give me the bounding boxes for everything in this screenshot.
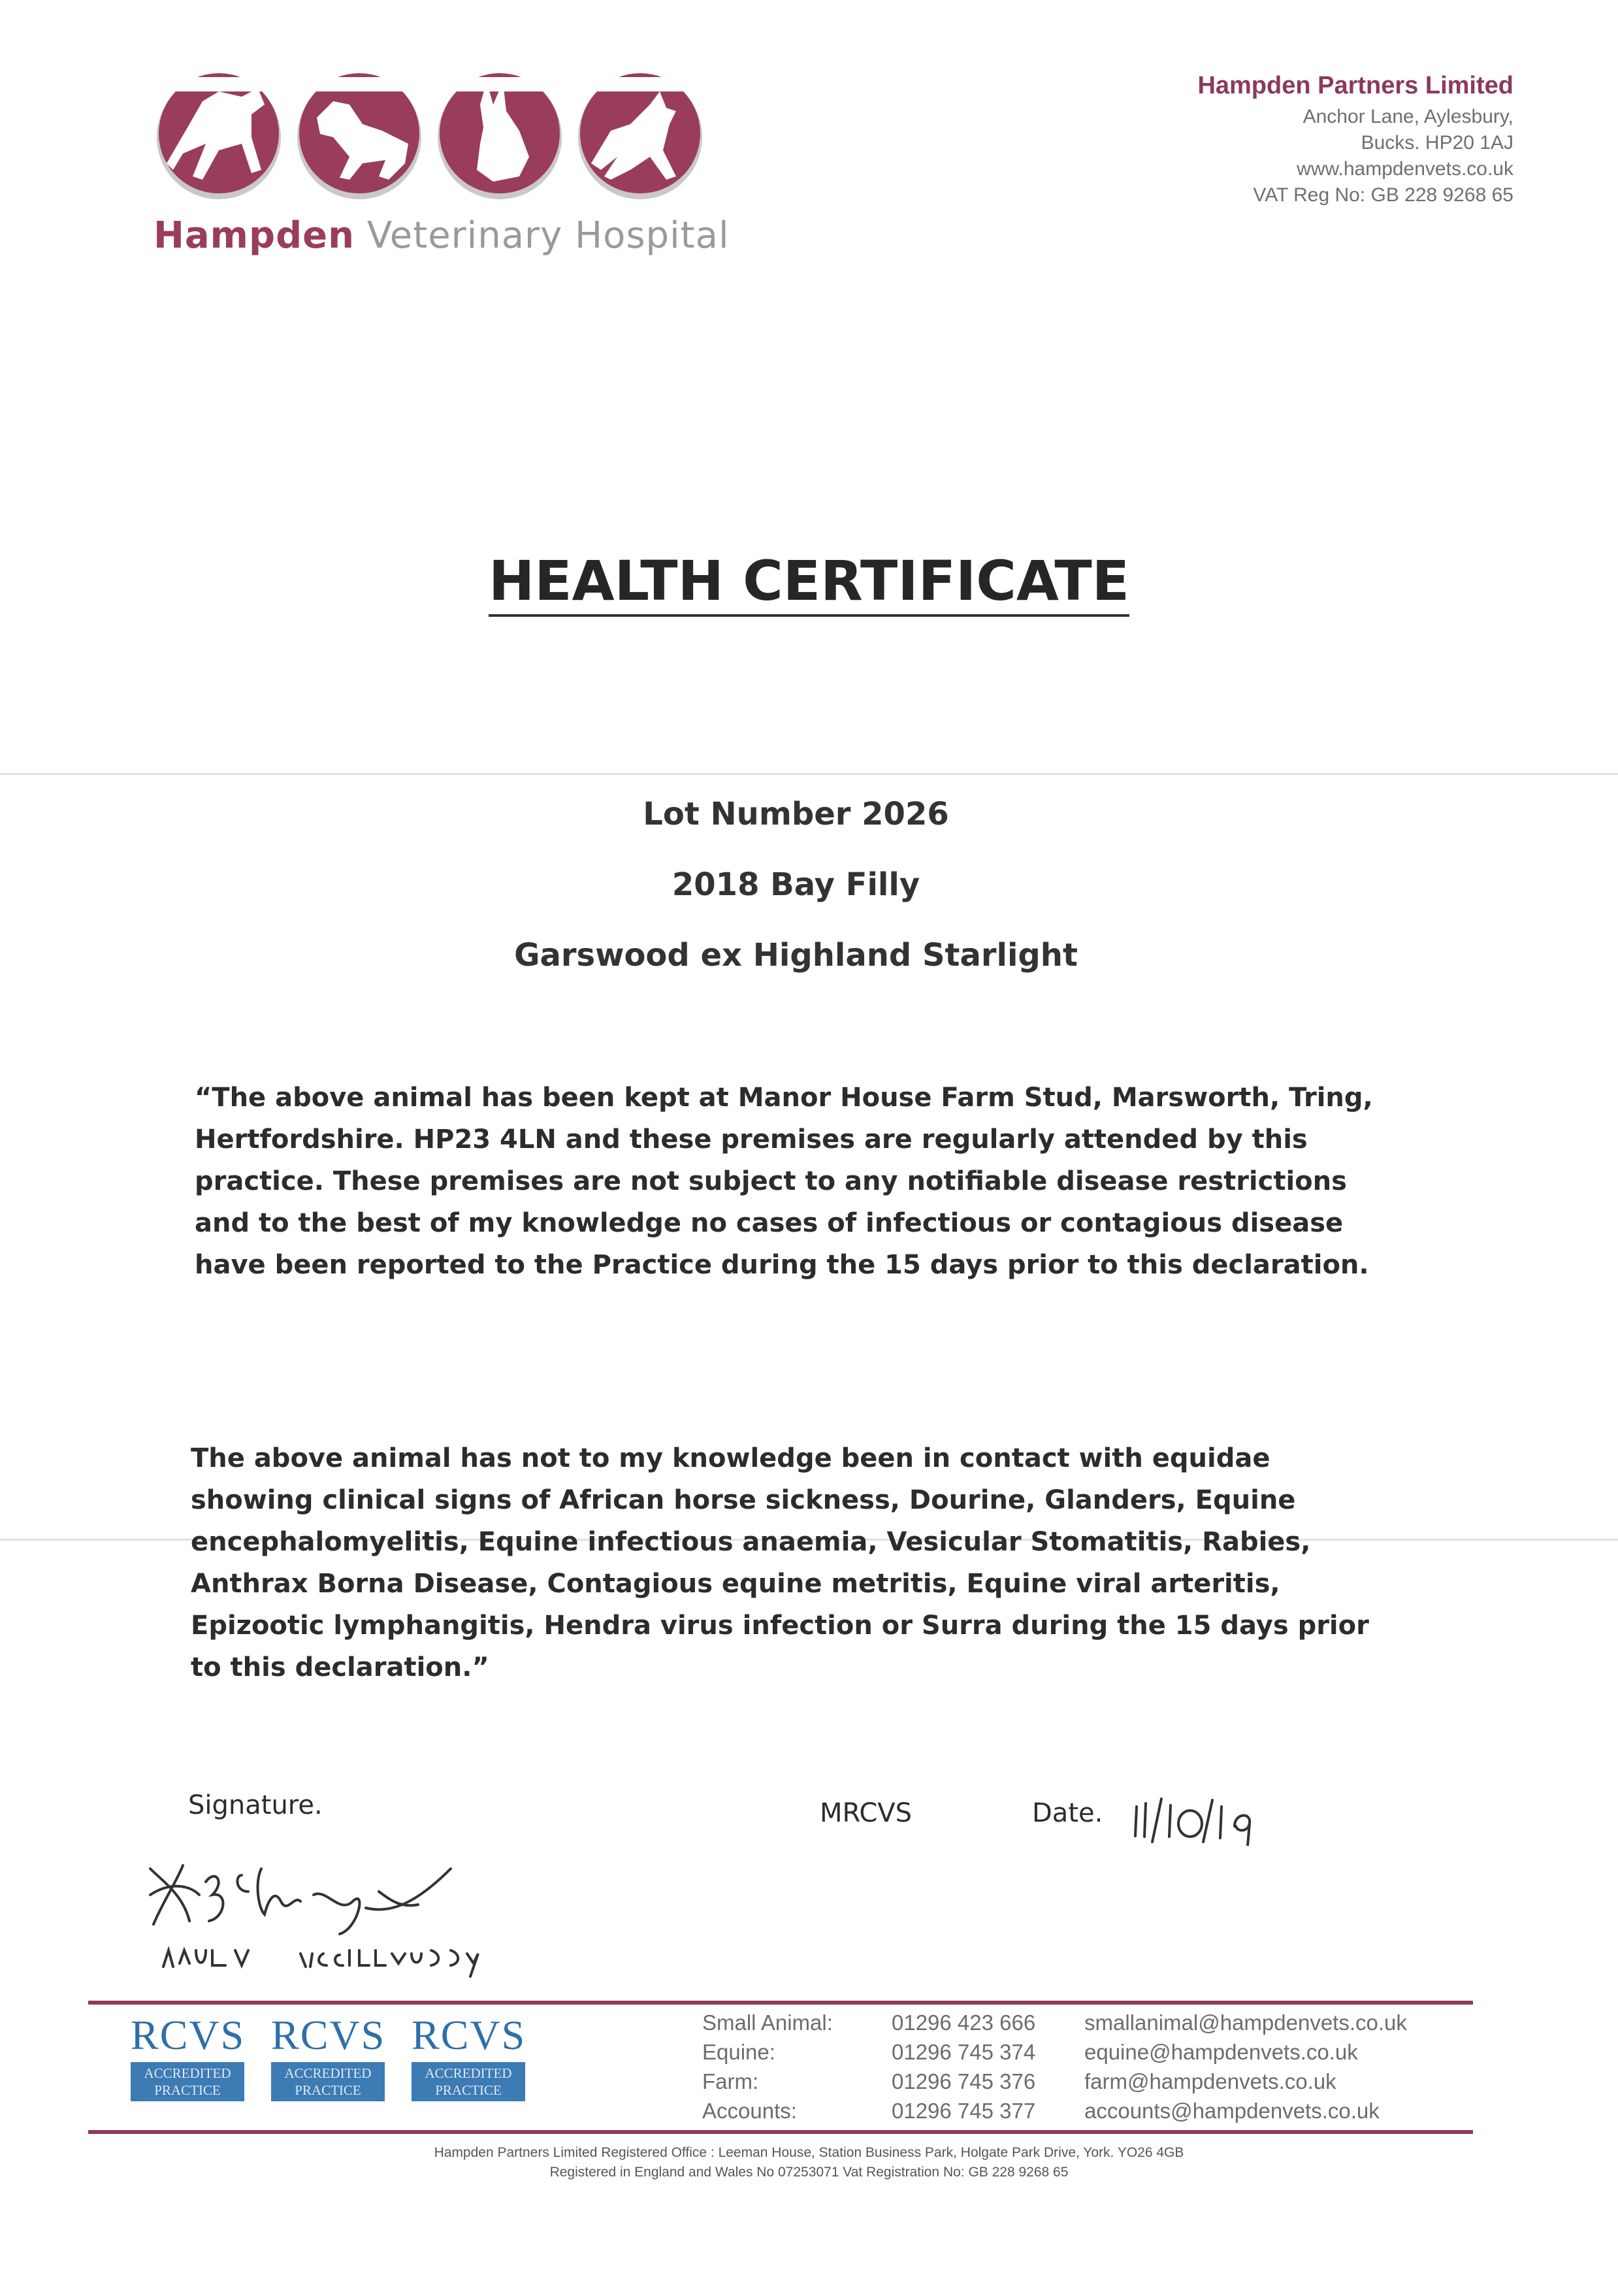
contact-row	[702, 2008, 1407, 2037]
logo-brand-bold: Hampden	[154, 214, 355, 257]
mrcvs-label: MRCVS	[820, 1798, 912, 1828]
rcvs-badge-text: ACCREDITED PRACTICE	[131, 2062, 244, 2101]
document-title-wrap	[0, 549, 1618, 613]
lot-number: Lot Number 2026	[643, 796, 949, 832]
website-link[interactable]: www.hampdenvets.co.uk	[1297, 158, 1513, 180]
address-line: Anchor Lane, Aylesbury,	[1302, 106, 1513, 127]
signature-label: Signature.	[188, 1790, 323, 1820]
contact-phone[interactable]: 01296 423 666	[892, 2010, 1036, 2035]
declaration-paragraph-1: “The above animal has been kept at Manor House Farm Stud, Marsworth, Tring, Hertfordshire. HP23 4LN and these premises are regularly attended by this practice. These premises are not subject to any notifiable disease restrictions and to the best of my knowledge no cases of infectious or contagious disease have been reported to the Practice during the 15 days prior to this declaration.	[195, 1083, 1373, 1280]
company-address	[1197, 72, 1513, 208]
logo-wordmark	[154, 214, 730, 257]
registered-office-line: Hampden Partners Limited Registered Office : Leeman House, Station Business Park, Holgate Park Drive, York. YO26 4GB	[434, 2145, 1184, 2160]
contact-email[interactable]: equine@hampdenvets.co.uk	[1084, 2040, 1358, 2064]
contact-row	[702, 2096, 1407, 2125]
contact-department: Accounts:	[702, 2099, 797, 2123]
rcvs-badge-text: ACCREDITED PRACTICE	[412, 2062, 525, 2101]
contact-department: Farm:	[702, 2069, 759, 2093]
declaration-paragraph-2: The above animal has not to my knowledge been in contact with equidae showing clinical signs of African horse sickness, Dourine, Glanders, Equine encephalomyelitis, Equine infectious anaemia, Vesicular Stomatitis, Rabies, Anthrax Borna Disease, Contagious equine metritis, Equine viral arteritis, Epizootic lymphangitis, Hendra virus infection or Surra during the 15 days prior to this declaration.”	[191, 1443, 1369, 1682]
rcvs-badge-text: ACCREDITED PRACTICE	[271, 2062, 385, 2101]
paper-fold-line	[0, 773, 1618, 775]
contact-phone[interactable]: 01296 745 377	[892, 2099, 1036, 2123]
animal-silhouettes-graphic	[154, 65, 715, 209]
contact-row	[702, 2067, 1407, 2096]
document-title: HEALTH CERTIFICATE	[489, 549, 1129, 617]
hospital-logo	[154, 65, 730, 274]
horse-description: 2018 Bay Filly	[671, 866, 920, 903]
rcvs-mark: RCVS	[412, 2012, 526, 2058]
horse-breeding: Garswood ex Highland Starlight	[514, 937, 1078, 974]
address-line: Bucks. HP20 1AJ	[1361, 132, 1513, 154]
contact-phone[interactable]: 01296 745 376	[892, 2069, 1036, 2093]
rcvs-accreditation-badge	[412, 2012, 525, 2101]
logo-brand-light: Veterinary Hospital	[355, 214, 730, 257]
footer-top-rule	[88, 2001, 1473, 2005]
contact-row	[702, 2037, 1407, 2067]
contact-email[interactable]: accounts@hampdenvets.co.uk	[1084, 2099, 1380, 2123]
contact-department: Equine:	[702, 2040, 775, 2064]
rcvs-mark: RCVS	[271, 2012, 386, 2058]
handwritten-date	[1130, 1794, 1293, 1846]
rcvs-accreditation-badge	[271, 2012, 385, 2101]
date-label: Date.	[1032, 1798, 1103, 1828]
vat-number: VAT Reg No: GB 228 9268 65	[1253, 184, 1513, 206]
contact-phone[interactable]: 01296 745 374	[892, 2040, 1036, 2064]
handwritten-signature	[144, 1856, 614, 1986]
contact-email[interactable]: smallanimal@hampdenvets.co.uk	[1084, 2010, 1407, 2035]
rcvs-mark: RCVS	[131, 2012, 246, 2058]
registration-number-line: Registered in England and Wales No 07253071 Vat Registration No: GB 228 9268 65	[549, 2165, 1069, 2180]
contact-email[interactable]: farm@hampdenvets.co.uk	[1084, 2069, 1336, 2093]
contact-department: Small Animal:	[702, 2010, 833, 2035]
rcvs-accreditation-badge	[131, 2012, 244, 2101]
company-name: Hampden Partners Limited	[1197, 72, 1513, 99]
contact-table	[702, 2008, 1407, 2125]
footer-bottom-rule	[88, 2130, 1473, 2134]
